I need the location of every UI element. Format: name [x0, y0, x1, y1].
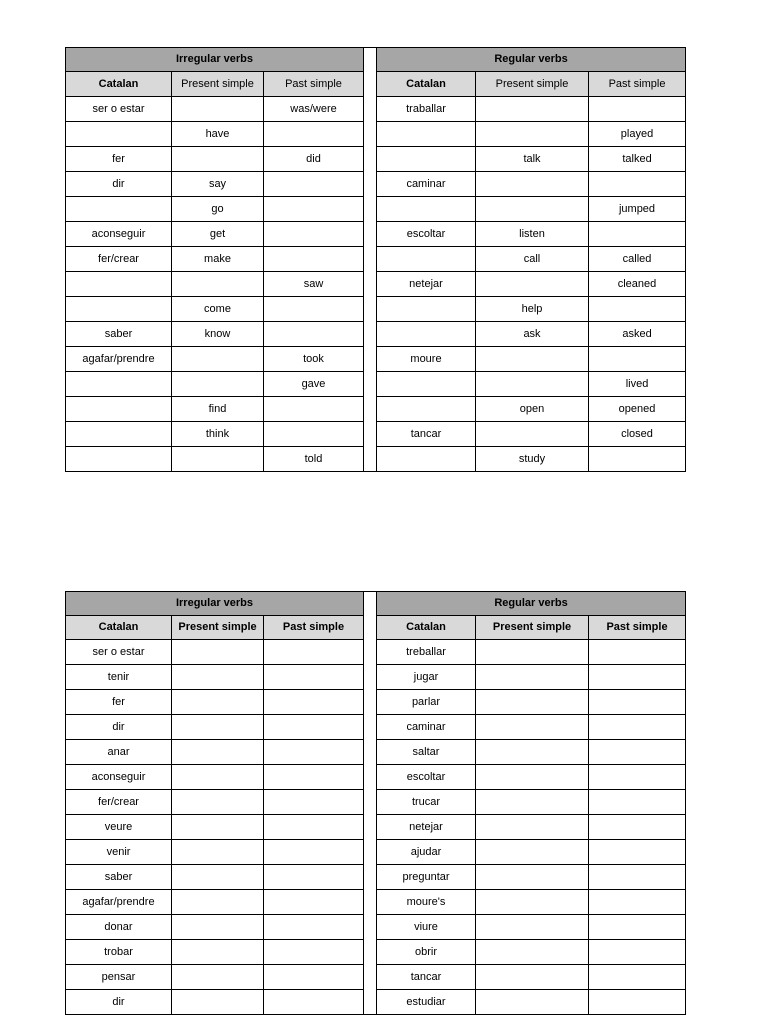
irregular-verbs-title: Irregular verbs — [66, 592, 364, 616]
regular-past-simple-cell: called — [589, 247, 686, 272]
regular-present-simple-cell[interactable] — [476, 347, 589, 372]
regular-catalan-cell: caminar — [377, 172, 476, 197]
irregular-catalan-cell: agafar/prendre — [66, 347, 172, 372]
irregular-catalan-cell: fer — [66, 690, 172, 715]
irregular-past-simple-cell: gave — [264, 372, 364, 397]
column-gap — [364, 790, 377, 815]
irregular-catalan-cell: tenir — [66, 665, 172, 690]
irregular-present-simple-cell[interactable] — [172, 740, 264, 765]
regular-present-simple-cell: ask — [476, 322, 589, 347]
regular-catalan-cell: saltar — [377, 740, 476, 765]
regular-past-simple-cell[interactable] — [589, 172, 686, 197]
column-gap — [364, 222, 377, 247]
regular-catalan-cell: preguntar — [377, 865, 476, 890]
irregular-present-simple-cell: go — [172, 197, 264, 222]
regular-catalan-cell[interactable] — [377, 372, 476, 397]
irregular-catalan-cell: donar — [66, 915, 172, 940]
past-simple-header: Past simple — [264, 616, 364, 640]
irregular-past-simple-cell: did — [264, 147, 364, 172]
irregular-present-simple-cell: come — [172, 297, 264, 322]
column-gap — [364, 592, 377, 616]
title-row — [66, 48, 686, 72]
regular-catalan-cell: obrir — [377, 940, 476, 965]
irregular-past-simple-cell[interactable] — [264, 172, 364, 197]
column-gap — [364, 272, 377, 297]
irregular-past-simple-cell[interactable] — [264, 915, 364, 940]
table-row — [66, 665, 686, 690]
regular-past-simple-cell[interactable] — [589, 347, 686, 372]
regular-catalan-cell[interactable] — [377, 397, 476, 422]
regular-present-simple-cell[interactable] — [476, 840, 589, 865]
regular-present-simple-cell[interactable] — [476, 990, 589, 1015]
regular-past-simple-cell: asked — [589, 322, 686, 347]
table-row — [66, 447, 686, 472]
present-simple-header: Present simple — [172, 616, 264, 640]
table-row — [66, 840, 686, 865]
column-gap — [364, 372, 377, 397]
table-row — [66, 322, 686, 347]
regular-past-simple-cell: opened — [589, 397, 686, 422]
regular-catalan-cell: jugar — [377, 665, 476, 690]
table-row — [66, 990, 686, 1015]
column-gap — [364, 765, 377, 790]
table-row — [66, 890, 686, 915]
column-gap — [364, 940, 377, 965]
regular-present-simple-cell[interactable] — [476, 915, 589, 940]
regular-present-simple-cell[interactable] — [476, 740, 589, 765]
irregular-catalan-cell[interactable] — [66, 447, 172, 472]
regular-present-simple-cell[interactable] — [476, 122, 589, 147]
irregular-catalan-cell: veure — [66, 815, 172, 840]
regular-present-simple-cell[interactable] — [476, 965, 589, 990]
irregular-catalan-cell: anar — [66, 740, 172, 765]
column-gap — [364, 616, 377, 640]
table-row — [66, 765, 686, 790]
irregular-past-simple-cell[interactable] — [264, 197, 364, 222]
irregular-past-simple-cell[interactable] — [264, 765, 364, 790]
regular-past-simple-cell: played — [589, 122, 686, 147]
irregular-catalan-cell: aconseguir — [66, 765, 172, 790]
irregular-present-simple-cell[interactable] — [172, 97, 264, 122]
irregular-past-simple-cell[interactable] — [264, 865, 364, 890]
irregular-present-simple-cell[interactable] — [172, 890, 264, 915]
table-row — [66, 865, 686, 890]
regular-present-simple-cell[interactable] — [476, 97, 589, 122]
column-gap — [364, 715, 377, 740]
irregular-past-simple-cell: took — [264, 347, 364, 372]
regular-past-simple-cell[interactable] — [589, 97, 686, 122]
regular-present-simple-cell: open — [476, 397, 589, 422]
table-row — [66, 372, 686, 397]
irregular-past-simple-cell[interactable] — [264, 840, 364, 865]
regular-past-simple-cell[interactable] — [589, 765, 686, 790]
irregular-present-simple-cell[interactable] — [172, 815, 264, 840]
regular-present-simple-cell[interactable] — [476, 197, 589, 222]
column-gap — [364, 990, 377, 1015]
regular-past-simple-cell[interactable] — [589, 222, 686, 247]
regular-catalan-cell: viure — [377, 915, 476, 940]
regular-past-simple-cell[interactable] — [589, 915, 686, 940]
irregular-catalan-cell[interactable] — [66, 197, 172, 222]
regular-past-simple-cell: lived — [589, 372, 686, 397]
irregular-past-simple-cell[interactable] — [264, 890, 364, 915]
regular-catalan-cell: tancar — [377, 422, 476, 447]
irregular-past-simple-cell[interactable] — [264, 397, 364, 422]
regular-catalan-cell: treballar — [377, 640, 476, 665]
irregular-past-simple-cell: told — [264, 447, 364, 472]
regular-catalan-cell[interactable] — [377, 297, 476, 322]
table-row — [66, 122, 686, 147]
irregular-catalan-cell: dir — [66, 172, 172, 197]
regular-past-simple-cell[interactable] — [589, 297, 686, 322]
irregular-past-simple-cell[interactable] — [264, 815, 364, 840]
irregular-catalan-cell: agafar/prendre — [66, 890, 172, 915]
table-row — [66, 940, 686, 965]
regular-past-simple-cell[interactable] — [589, 965, 686, 990]
regular-catalan-cell: escoltar — [377, 765, 476, 790]
table-row — [66, 297, 686, 322]
regular-verbs-title: Regular verbs — [377, 48, 686, 72]
column-gap — [364, 347, 377, 372]
irregular-present-simple-cell[interactable] — [172, 915, 264, 940]
regular-past-simple-cell[interactable] — [589, 990, 686, 1015]
table-row — [66, 815, 686, 840]
irregular-past-simple-cell[interactable] — [264, 940, 364, 965]
irregular-catalan-cell: ser o estar — [66, 640, 172, 665]
irregular-past-simple-cell[interactable] — [264, 790, 364, 815]
irregular-catalan-cell[interactable] — [66, 122, 172, 147]
irregular-past-simple-cell[interactable] — [264, 965, 364, 990]
catalan-header: Catalan — [66, 616, 172, 640]
table-row — [66, 97, 686, 122]
table-row — [66, 197, 686, 222]
irregular-catalan-cell[interactable] — [66, 372, 172, 397]
past-simple-header: Past simple — [264, 72, 364, 97]
regular-catalan-cell[interactable] — [377, 322, 476, 347]
regular-past-simple-cell[interactable] — [589, 740, 686, 765]
column-gap — [364, 915, 377, 940]
regular-catalan-cell: netejar — [377, 272, 476, 297]
regular-catalan-cell: caminar — [377, 715, 476, 740]
column-gap — [364, 247, 377, 272]
regular-present-simple-cell[interactable] — [476, 665, 589, 690]
regular-past-simple-cell[interactable] — [589, 865, 686, 890]
irregular-past-simple-cell[interactable] — [264, 297, 364, 322]
column-gap — [364, 690, 377, 715]
regular-present-simple-cell: help — [476, 297, 589, 322]
regular-catalan-cell: traballar — [377, 97, 476, 122]
irregular-catalan-cell: pensar — [66, 965, 172, 990]
title-row — [66, 592, 686, 616]
table-row — [66, 147, 686, 172]
irregular-present-simple-cell[interactable] — [172, 840, 264, 865]
irregular-catalan-cell[interactable] — [66, 397, 172, 422]
regular-catalan-cell[interactable] — [377, 247, 476, 272]
irregular-present-simple-cell[interactable] — [172, 347, 264, 372]
irregular-past-simple-cell[interactable] — [264, 990, 364, 1015]
column-gap — [364, 97, 377, 122]
catalan-header: Catalan — [377, 616, 476, 640]
irregular-present-simple-cell: think — [172, 422, 264, 447]
column-gap — [364, 447, 377, 472]
irregular-present-simple-cell: have — [172, 122, 264, 147]
table-row — [66, 397, 686, 422]
irregular-catalan-cell[interactable] — [66, 297, 172, 322]
regular-past-simple-cell[interactable] — [589, 790, 686, 815]
regular-present-simple-cell[interactable] — [476, 272, 589, 297]
irregular-past-simple-cell[interactable] — [264, 740, 364, 765]
column-header-row — [66, 616, 686, 640]
table-row — [66, 222, 686, 247]
column-gap — [364, 147, 377, 172]
column-gap — [364, 72, 377, 97]
regular-catalan-cell: tancar — [377, 965, 476, 990]
irregular-past-simple-cell[interactable] — [264, 322, 364, 347]
regular-past-simple-cell[interactable] — [589, 815, 686, 840]
column-gap — [364, 172, 377, 197]
present-simple-header: Present simple — [172, 72, 264, 97]
regular-catalan-cell: moure — [377, 347, 476, 372]
irregular-present-simple-cell[interactable] — [172, 990, 264, 1015]
irregular-catalan-cell: ser o estar — [66, 97, 172, 122]
irregular-present-simple-cell[interactable] — [172, 272, 264, 297]
table-row — [66, 965, 686, 990]
irregular-catalan-cell: saber — [66, 322, 172, 347]
irregular-present-simple-cell: say — [172, 172, 264, 197]
irregular-catalan-cell: trobar — [66, 940, 172, 965]
column-gap — [364, 197, 377, 222]
regular-past-simple-cell: jumped — [589, 197, 686, 222]
column-gap — [364, 422, 377, 447]
irregular-past-simple-cell: was/were — [264, 97, 364, 122]
regular-catalan-cell[interactable] — [377, 122, 476, 147]
regular-present-simple-cell[interactable] — [476, 790, 589, 815]
regular-catalan-cell: parlar — [377, 690, 476, 715]
irregular-catalan-cell[interactable] — [66, 272, 172, 297]
regular-past-simple-cell[interactable] — [589, 890, 686, 915]
irregular-present-simple-cell: get — [172, 222, 264, 247]
irregular-catalan-cell: dir — [66, 990, 172, 1015]
table-row — [66, 640, 686, 665]
irregular-present-simple-cell[interactable] — [172, 690, 264, 715]
irregular-past-simple-cell[interactable] — [264, 715, 364, 740]
regular-past-simple-cell[interactable] — [589, 940, 686, 965]
regular-catalan-cell: escoltar — [377, 222, 476, 247]
regular-present-simple-cell[interactable] — [476, 422, 589, 447]
regular-past-simple-cell: talked — [589, 147, 686, 172]
column-gap — [364, 122, 377, 147]
column-gap — [364, 665, 377, 690]
irregular-present-simple-cell: find — [172, 397, 264, 422]
irregular-catalan-cell[interactable] — [66, 422, 172, 447]
regular-present-simple-cell[interactable] — [476, 690, 589, 715]
irregular-past-simple-cell[interactable] — [264, 247, 364, 272]
irregular-present-simple-cell[interactable] — [172, 790, 264, 815]
table-row — [66, 247, 686, 272]
regular-catalan-cell: trucar — [377, 790, 476, 815]
regular-present-simple-cell[interactable] — [476, 890, 589, 915]
regular-present-simple-cell[interactable] — [476, 715, 589, 740]
regular-present-simple-cell[interactable] — [476, 372, 589, 397]
irregular-past-simple-cell[interactable] — [264, 422, 364, 447]
regular-present-simple-cell: talk — [476, 147, 589, 172]
irregular-past-simple-cell[interactable] — [264, 690, 364, 715]
table-row — [66, 915, 686, 940]
regular-past-simple-cell: cleaned — [589, 272, 686, 297]
irregular-present-simple-cell[interactable] — [172, 965, 264, 990]
column-header-row — [66, 72, 686, 97]
irregular-present-simple-cell: know — [172, 322, 264, 347]
irregular-past-simple-cell: saw — [264, 272, 364, 297]
irregular-present-simple-cell[interactable] — [172, 147, 264, 172]
irregular-present-simple-cell[interactable] — [172, 765, 264, 790]
column-gap — [364, 397, 377, 422]
table-row — [66, 172, 686, 197]
irregular-catalan-cell: dir — [66, 715, 172, 740]
irregular-catalan-cell: aconseguir — [66, 222, 172, 247]
irregular-catalan-cell: venir — [66, 840, 172, 865]
regular-past-simple-cell[interactable] — [589, 690, 686, 715]
irregular-catalan-cell: saber — [66, 865, 172, 890]
table-row — [66, 690, 686, 715]
past-simple-header: Past simple — [589, 72, 686, 97]
column-gap — [364, 815, 377, 840]
irregular-past-simple-cell[interactable] — [264, 640, 364, 665]
irregular-catalan-cell: fer — [66, 147, 172, 172]
table-row — [66, 740, 686, 765]
regular-present-simple-cell: study — [476, 447, 589, 472]
irregular-present-simple-cell[interactable] — [172, 940, 264, 965]
regular-past-simple-cell[interactable] — [589, 665, 686, 690]
irregular-present-simple-cell[interactable] — [172, 715, 264, 740]
column-gap — [364, 322, 377, 347]
regular-catalan-cell[interactable] — [377, 197, 476, 222]
regular-catalan-cell: estudiar — [377, 990, 476, 1015]
regular-verbs-title: Regular verbs — [377, 592, 686, 616]
verbs-table-completed — [65, 47, 686, 472]
regular-present-simple-cell[interactable] — [476, 640, 589, 665]
regular-past-simple-cell[interactable] — [589, 640, 686, 665]
irregular-present-simple-cell[interactable] — [172, 640, 264, 665]
regular-present-simple-cell[interactable] — [476, 865, 589, 890]
table-row — [66, 347, 686, 372]
regular-past-simple-cell[interactable] — [589, 447, 686, 472]
present-simple-header: Present simple — [476, 616, 589, 640]
table-row — [66, 790, 686, 815]
table-row — [66, 272, 686, 297]
column-gap — [364, 640, 377, 665]
regular-catalan-cell: netejar — [377, 815, 476, 840]
regular-past-simple-cell[interactable] — [589, 715, 686, 740]
regular-catalan-cell[interactable] — [377, 447, 476, 472]
regular-present-simple-cell: call — [476, 247, 589, 272]
regular-catalan-cell[interactable] — [377, 147, 476, 172]
irregular-present-simple-cell[interactable] — [172, 447, 264, 472]
irregular-present-simple-cell[interactable] — [172, 665, 264, 690]
irregular-verbs-title: Irregular verbs — [66, 48, 364, 72]
irregular-present-simple-cell: make — [172, 247, 264, 272]
regular-present-simple-cell[interactable] — [476, 765, 589, 790]
irregular-catalan-cell: fer/crear — [66, 790, 172, 815]
regular-past-simple-cell[interactable] — [589, 840, 686, 865]
column-gap — [364, 840, 377, 865]
regular-present-simple-cell[interactable] — [476, 172, 589, 197]
irregular-past-simple-cell[interactable] — [264, 122, 364, 147]
irregular-catalan-cell: fer/crear — [66, 247, 172, 272]
verbs-table-blank — [65, 591, 686, 1015]
irregular-past-simple-cell[interactable] — [264, 665, 364, 690]
column-gap — [364, 865, 377, 890]
table-row — [66, 422, 686, 447]
column-gap — [364, 48, 377, 72]
irregular-present-simple-cell[interactable] — [172, 372, 264, 397]
column-gap — [364, 965, 377, 990]
catalan-header: Catalan — [377, 72, 476, 97]
regular-catalan-cell: ajudar — [377, 840, 476, 865]
regular-catalan-cell: moure's — [377, 890, 476, 915]
regular-present-simple-cell[interactable] — [476, 940, 589, 965]
regular-present-simple-cell[interactable] — [476, 815, 589, 840]
column-gap — [364, 740, 377, 765]
catalan-header: Catalan — [66, 72, 172, 97]
present-simple-header: Present simple — [476, 72, 589, 97]
column-gap — [364, 297, 377, 322]
table-row — [66, 715, 686, 740]
regular-past-simple-cell: closed — [589, 422, 686, 447]
irregular-present-simple-cell[interactable] — [172, 865, 264, 890]
column-gap — [364, 890, 377, 915]
regular-present-simple-cell: listen — [476, 222, 589, 247]
past-simple-header: Past simple — [589, 616, 686, 640]
irregular-past-simple-cell[interactable] — [264, 222, 364, 247]
